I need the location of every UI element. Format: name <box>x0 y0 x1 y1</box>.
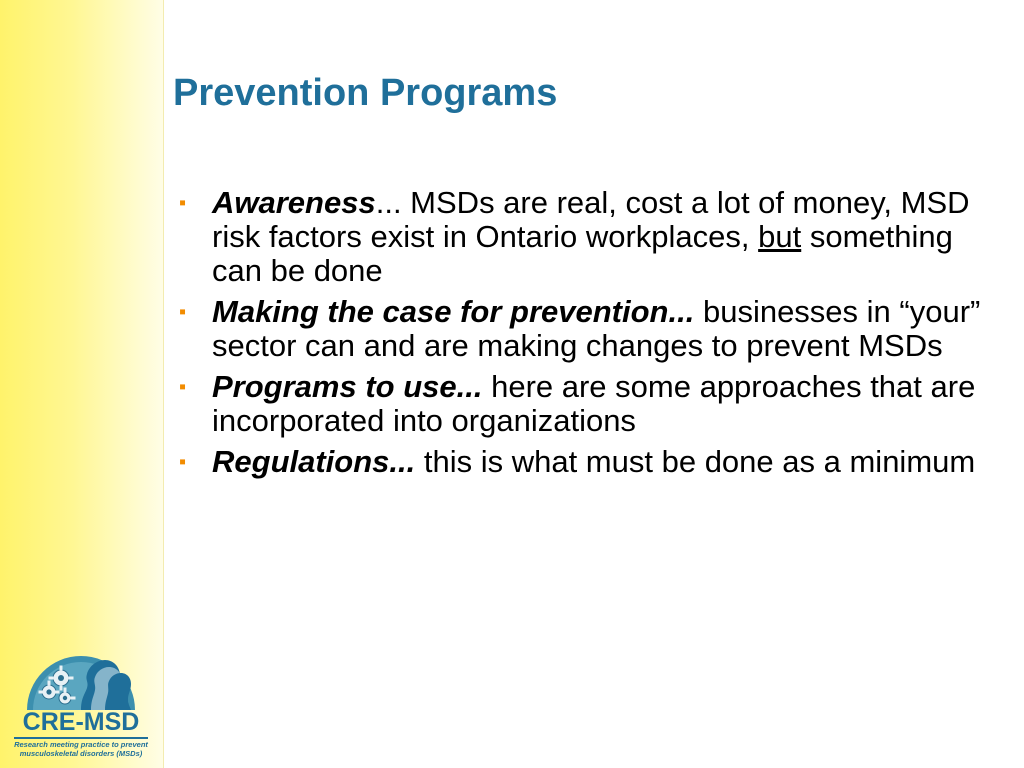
bullet-lead: Programs to use... <box>212 369 483 404</box>
logo-name: CRE-MSD <box>22 708 140 736</box>
bullet-list <box>179 185 1002 486</box>
bullet-lead: Making the case for prevention... <box>212 294 695 329</box>
bullet-lead-ellipsis: ... <box>375 185 402 220</box>
bullet-making-the-case <box>179 294 1002 363</box>
bullet-underlined-word: but <box>758 219 802 254</box>
bullet-regulations <box>179 444 1002 479</box>
bullet-marker-icon: ▪ <box>179 451 187 473</box>
bullet-marker-icon: ▪ <box>179 192 187 214</box>
bullet-lead: Regulations... <box>212 444 416 479</box>
logo-divider <box>14 737 148 739</box>
cre-msd-logo <box>6 652 156 762</box>
logo-tagline: Research meeting practice to prevent musculoskeletal disorders (MSDs) <box>14 740 148 758</box>
bullet-text: businesses in “your” sector can and are making changes to prevent MSDs <box>212 294 981 363</box>
bullet-text: MSDs are real, cost a lot of money, MSD risk factors exist in Ontario workplaces, <box>212 185 970 254</box>
bullet-text: this is what must be done as a minimum <box>415 444 976 479</box>
bullet-text: here are some approaches that are incorporated into organizations <box>212 369 976 438</box>
bullet-programs-to-use <box>179 369 1002 438</box>
bullet-text-end: something can be done <box>212 219 953 288</box>
slide-title: Prevention Programs <box>173 72 558 114</box>
bullet-marker-icon: ▪ <box>179 301 187 323</box>
bullet-marker-icon: ▪ <box>179 376 187 398</box>
bullet-awareness <box>179 185 1002 288</box>
gears-and-profile-faces-icon <box>21 652 141 710</box>
bullet-lead: Awareness <box>212 185 376 220</box>
